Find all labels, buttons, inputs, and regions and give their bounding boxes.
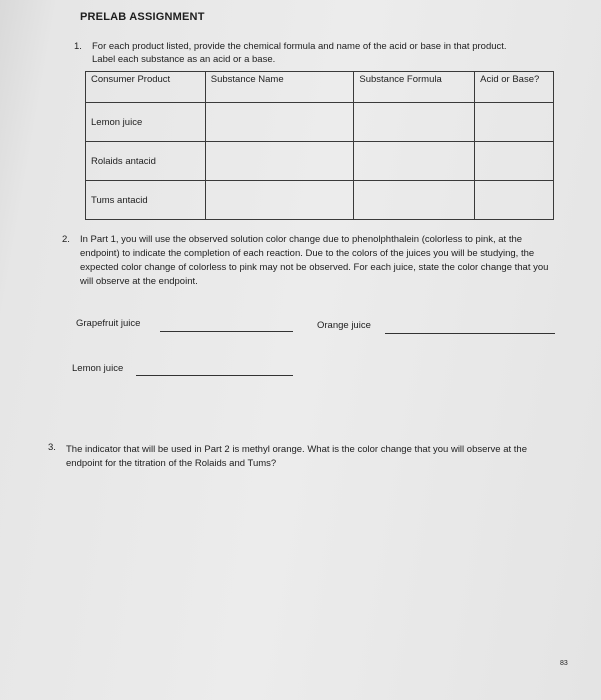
table-header-row	[86, 72, 554, 103]
col-header-consumer-product: Consumer Product	[86, 72, 206, 103]
substance-name-cell[interactable]	[205, 103, 354, 142]
q3-text: The indicator that will be used in Part 2 is methyl orange. What is the color change that you will observe at the endpoint for the titration of the Rolaids and Tums?	[66, 444, 527, 469]
product-cell: Lemon juice	[86, 103, 206, 142]
col-header-acid-or-base: Acid or Base?	[475, 72, 554, 103]
product-cell: Rolaids antacid	[86, 142, 206, 181]
substance-formula-cell[interactable]	[354, 103, 475, 142]
acid-base-cell[interactable]	[475, 142, 554, 181]
substance-name-cell[interactable]	[205, 142, 354, 181]
table-row	[86, 142, 554, 181]
grapefruit-juice-label: Grapefruit juice	[76, 318, 141, 329]
q1-number: 1.	[74, 41, 82, 52]
product-cell: Tums antacid	[86, 181, 206, 220]
substance-formula-cell[interactable]	[354, 181, 475, 220]
q1-text: For each product listed, provide the chemical formula and name of the acid or base in that product. Label each substance as an acid or a base.	[92, 41, 507, 65]
page-title: PRELAB ASSIGNMENT	[80, 11, 205, 23]
lemon-juice-label: Lemon juice	[72, 363, 124, 374]
acid-base-cell[interactable]	[475, 181, 554, 220]
q2-number: 2.	[62, 234, 70, 245]
substance-name-cell[interactable]	[205, 181, 354, 220]
substance-formula-cell[interactable]	[354, 142, 475, 181]
orange-juice-label: Orange juice	[317, 320, 371, 331]
table-row	[86, 103, 554, 142]
products-table	[85, 71, 554, 220]
orange-juice-answer-line[interactable]	[385, 333, 555, 334]
lemon-juice-answer-line[interactable]	[136, 375, 293, 376]
grapefruit-juice-answer-line[interactable]	[160, 331, 293, 332]
acid-base-cell[interactable]	[475, 103, 554, 142]
col-header-substance-formula: Substance Formula	[354, 72, 475, 103]
q3-number: 3.	[48, 442, 56, 453]
page-number: 83	[560, 660, 568, 667]
col-header-substance-name: Substance Name	[205, 72, 354, 103]
q2-text: In Part 1, you will use the observed solution color change due to phenolphthalein (colorless to pink, at the endpoint) to indicate the completion of each reaction. Due to the colors of the juices you will be studying, the expected color change of colorless to pink may not be observed. For each juice, state the color change that you will observe at the endpoint.	[80, 234, 549, 287]
table-row	[86, 181, 554, 220]
